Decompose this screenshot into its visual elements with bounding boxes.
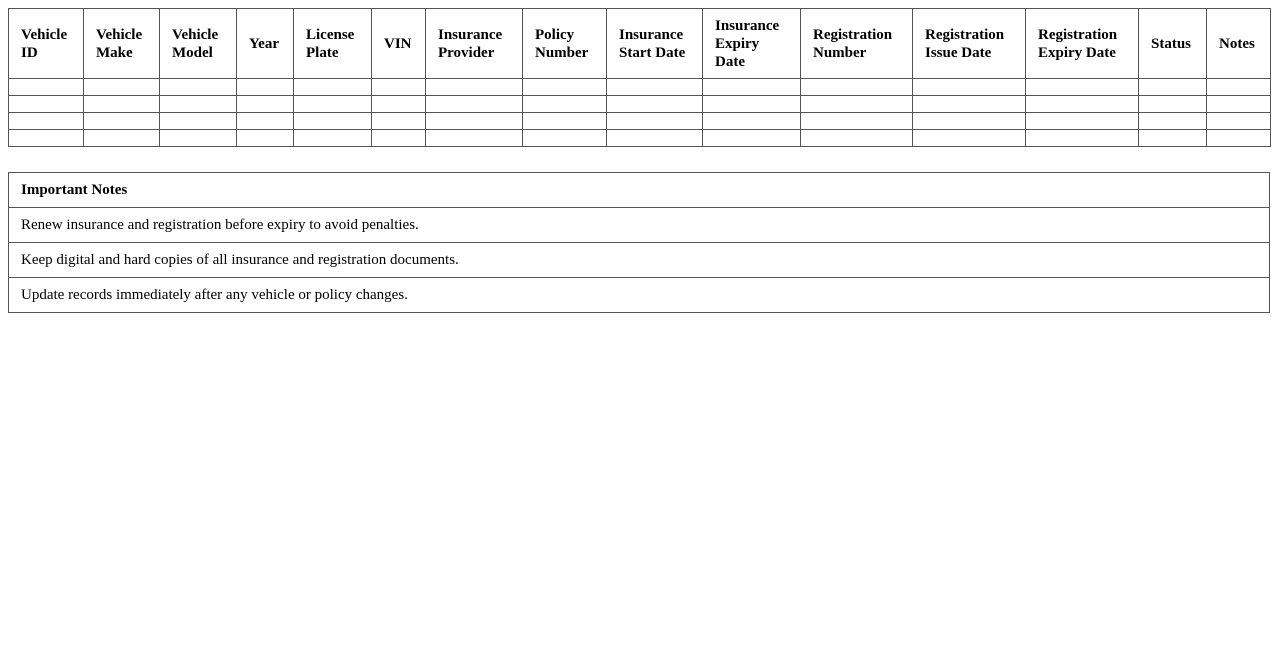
table-cell[interactable] xyxy=(160,96,237,113)
table-cell[interactable] xyxy=(372,113,426,130)
table-cell[interactable] xyxy=(607,113,703,130)
table-cell[interactable] xyxy=(294,130,372,147)
table-cell[interactable] xyxy=(294,113,372,130)
vehicle-records-table xyxy=(8,8,1271,147)
note-item: Keep digital and hard copies of all insurance and registration documents. xyxy=(9,243,1270,278)
table-cell[interactable] xyxy=(426,79,523,96)
notes-header-row xyxy=(9,173,1270,208)
table-cell[interactable] xyxy=(801,130,913,147)
table-cell[interactable] xyxy=(160,79,237,96)
table-cell[interactable] xyxy=(1026,130,1139,147)
table-cell[interactable] xyxy=(1207,96,1271,113)
table-cell[interactable] xyxy=(84,96,160,113)
table-row xyxy=(9,113,1271,130)
header-vehicle-id: Vehicle ID xyxy=(9,9,84,79)
table-cell[interactable] xyxy=(801,96,913,113)
table-cell[interactable] xyxy=(9,113,84,130)
header-insurance-expiry-date: Insurance Expiry Date xyxy=(703,9,801,79)
table-cell[interactable] xyxy=(703,79,801,96)
header-registration-expiry-date: Registration Expiry Date xyxy=(1026,9,1139,79)
table-cell[interactable] xyxy=(801,113,913,130)
table-cell[interactable] xyxy=(523,96,607,113)
table-cell[interactable] xyxy=(703,113,801,130)
note-row xyxy=(9,278,1270,313)
table-cell[interactable] xyxy=(9,130,84,147)
table-cell[interactable] xyxy=(426,96,523,113)
table-cell[interactable] xyxy=(237,79,294,96)
table-cell[interactable] xyxy=(913,96,1026,113)
table-cell[interactable] xyxy=(1207,130,1271,147)
note-item: Update records immediately after any vehicle or policy changes. xyxy=(9,278,1270,313)
table-cell[interactable] xyxy=(84,130,160,147)
important-notes-table xyxy=(8,172,1270,313)
table-cell[interactable] xyxy=(703,130,801,147)
table-cell[interactable] xyxy=(1139,113,1207,130)
table-cell[interactable] xyxy=(1026,113,1139,130)
table-cell[interactable] xyxy=(294,79,372,96)
note-row xyxy=(9,243,1270,278)
table-cell[interactable] xyxy=(523,113,607,130)
header-registration-number: Registration Number xyxy=(801,9,913,79)
table-cell[interactable] xyxy=(913,130,1026,147)
header-license-plate: License Plate xyxy=(294,9,372,79)
table-cell[interactable] xyxy=(237,130,294,147)
table-cell[interactable] xyxy=(84,79,160,96)
header-vin: VIN xyxy=(372,9,426,79)
table-cell[interactable] xyxy=(237,96,294,113)
table-cell[interactable] xyxy=(703,96,801,113)
table-cell[interactable] xyxy=(1139,79,1207,96)
header-registration-issue-date: Registration Issue Date xyxy=(913,9,1026,79)
table-header-row xyxy=(9,9,1271,79)
table-cell[interactable] xyxy=(913,79,1026,96)
table-cell[interactable] xyxy=(160,130,237,147)
table-cell[interactable] xyxy=(1026,96,1139,113)
note-row xyxy=(9,208,1270,243)
table-cell[interactable] xyxy=(913,113,1026,130)
header-insurance-start-date: Insurance Start Date xyxy=(607,9,703,79)
table-cell[interactable] xyxy=(426,130,523,147)
table-cell[interactable] xyxy=(160,113,237,130)
table-cell[interactable] xyxy=(523,79,607,96)
header-insurance-provider: Insurance Provider xyxy=(426,9,523,79)
header-status: Status xyxy=(1139,9,1207,79)
header-year: Year xyxy=(237,9,294,79)
table-cell[interactable] xyxy=(9,79,84,96)
header-vehicle-model: Vehicle Model xyxy=(160,9,237,79)
table-cell[interactable] xyxy=(9,96,84,113)
table-row xyxy=(9,96,1271,113)
table-cell[interactable] xyxy=(1026,79,1139,96)
table-cell[interactable] xyxy=(523,130,607,147)
table-row xyxy=(9,79,1271,96)
table-cell[interactable] xyxy=(1139,96,1207,113)
table-cell[interactable] xyxy=(801,79,913,96)
table-cell[interactable] xyxy=(607,130,703,147)
table-cell[interactable] xyxy=(372,130,426,147)
note-item: Renew insurance and registration before expiry to avoid penalties. xyxy=(9,208,1270,243)
table-cell[interactable] xyxy=(84,113,160,130)
table-cell[interactable] xyxy=(1207,113,1271,130)
table-cell[interactable] xyxy=(372,96,426,113)
header-vehicle-make: Vehicle Make xyxy=(84,9,160,79)
table-row xyxy=(9,130,1271,147)
table-cell[interactable] xyxy=(1139,130,1207,147)
table-cell[interactable] xyxy=(426,113,523,130)
table-cell[interactable] xyxy=(607,96,703,113)
table-cell[interactable] xyxy=(1207,79,1271,96)
table-cell[interactable] xyxy=(372,79,426,96)
table-cell[interactable] xyxy=(607,79,703,96)
header-policy-number: Policy Number xyxy=(523,9,607,79)
table-cell[interactable] xyxy=(294,96,372,113)
notes-title: Important Notes xyxy=(9,173,1270,208)
table-cell[interactable] xyxy=(237,113,294,130)
header-notes: Notes xyxy=(1207,9,1271,79)
vehicle-table-body xyxy=(9,79,1271,147)
